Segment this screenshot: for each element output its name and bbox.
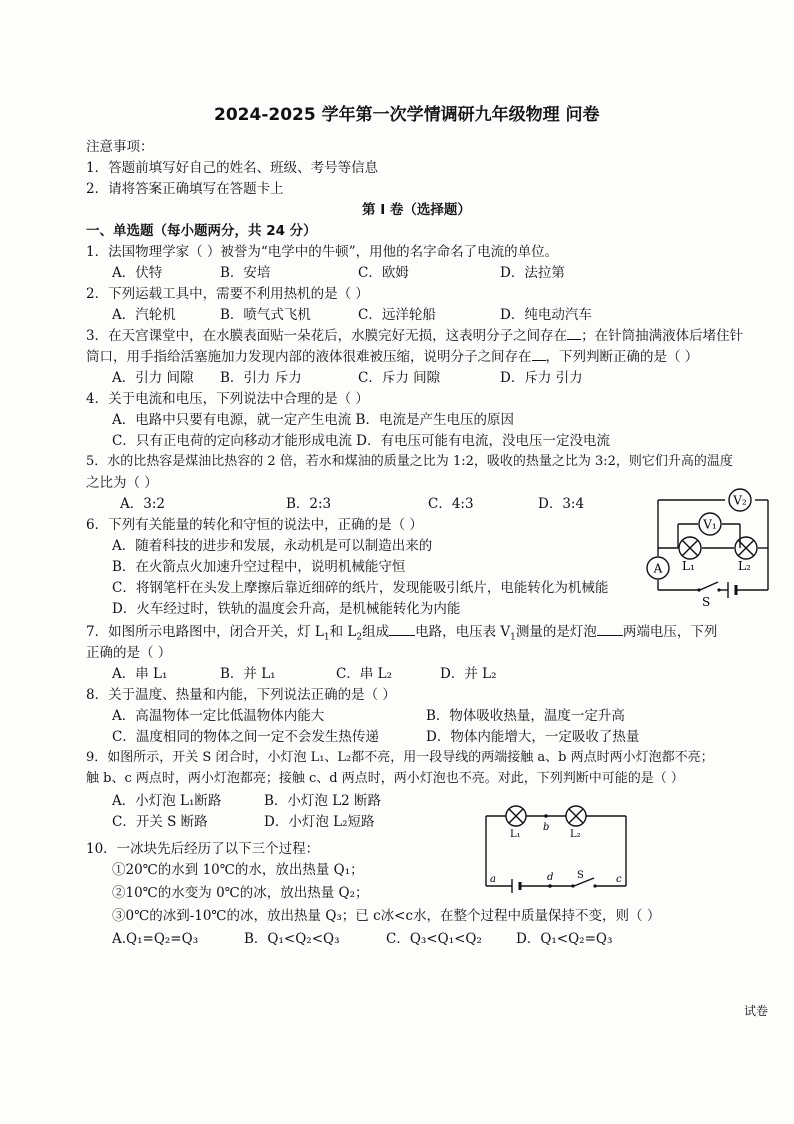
- q5-option-b: B．2:3: [286, 496, 332, 512]
- q7-option-d: D．并 L₂: [440, 666, 497, 682]
- voltmeter-1-label: V₁: [703, 517, 717, 532]
- ammeter-label: A: [653, 561, 663, 576]
- point-d-label: d: [547, 872, 554, 883]
- point-a-label: a: [490, 874, 496, 885]
- q2-option-b: B．喷气式飞机: [220, 307, 311, 323]
- question-3-line-2: 筒口，用手指给活塞施加力发现内部的液体很难被压缩，说明分子之间存在 ，下列判断正确的是（ ）: [86, 349, 699, 365]
- notice-item-2: 2．请将答案正确填写在答题卡上: [86, 181, 284, 197]
- question-5-line-2: 之比为（ ）: [86, 475, 158, 491]
- part-title: 第 I 卷（选择题）: [362, 202, 471, 218]
- q10-option-b: B．Q₁<Q₂<Q₃: [244, 931, 340, 947]
- q8-option-b: B．物体吸收热量，温度一定升高: [426, 708, 625, 724]
- q6-option-c: C．将钢笔杆在头发上摩擦后靠近细碎的纸片，发现能吸引纸片，电能转化为机械能: [112, 580, 609, 596]
- q9-option-d: D．小灯泡 L₂短路: [264, 814, 375, 830]
- q1-option-b: B．安培: [220, 265, 271, 281]
- notice-heading: 注意事项：: [86, 139, 154, 155]
- q3-option-b: B．引力 斥力: [220, 370, 302, 386]
- question-6-stem: 6．下列有关能量的转化和守恒的说法中，正确的是（ ）: [86, 517, 423, 533]
- question-9-line-2: 触 b、c 两点时，两小灯泡都亮；接触 c、d 两点时，两小灯泡也不亮。对此，下列判断中可能的是（ ）: [86, 771, 684, 786]
- q6-option-b: B．在火箭点火加速升空过程中，说明机械能守恒: [112, 559, 406, 575]
- q10-process-1: ①20℃的水到 10℃的水，放出热量 Q₁；: [112, 862, 364, 878]
- q10-option-d: D．Q₁<Q₂=Q₃: [516, 931, 613, 947]
- q10-process-3: ③0℃的冰到-10℃的冰，放出热量 Q₃；已 c冰<c水，在整个过程中质量保持不变，则（ ）: [112, 908, 661, 924]
- question-8-stem: 8．关于温度、热量和内能，下列说法正确的是（ ）: [86, 687, 396, 703]
- lamp-1-label: L₁: [510, 829, 521, 840]
- q7-option-a: A．串 L₁: [112, 666, 168, 682]
- q9-option-b: B．小灯泡 L2 断路: [264, 793, 382, 809]
- section-heading: 一、单选题（每小题两分，共 24 分）: [86, 223, 317, 239]
- q1-option-a: A．伏特: [112, 265, 163, 281]
- page-title: 2024-2025 学年第一次学情调研九年级物理 问卷: [214, 105, 600, 125]
- circuit-diagram-2: [476, 800, 636, 894]
- voltmeter-2-label: V₂: [733, 493, 747, 508]
- question-7-line-2: 正确的是（ ）: [86, 645, 172, 661]
- question-2-stem: 2．下列运载工具中，需要不利用热机的是（ ）: [86, 286, 369, 302]
- switch-label: S: [577, 870, 584, 881]
- q4-options-line-1: A．电路中只要有电源，就一定产生电流 B．电流是产生电压的原因: [112, 412, 514, 428]
- q3-option-d: D．斥力 引力: [500, 370, 583, 386]
- q8-option-a: A．高温物体一定比低温物体内能大: [112, 708, 325, 724]
- q3-option-a: A．引力 间隙: [112, 370, 194, 386]
- q3-option-c: C．斥力 间隙: [358, 370, 441, 386]
- q10-option-c: C．Q₃<Q₁<Q₂: [386, 931, 482, 947]
- notice-item-1: 1．答题前填写好自己的姓名、班级、考号等信息: [86, 160, 379, 176]
- q9-option-a: A．小灯泡 L₁断路: [112, 793, 222, 809]
- q2-option-d: D．纯电动汽车: [500, 307, 592, 323]
- q8-option-d: D．物体内能增大，一定吸收了热量: [426, 729, 640, 745]
- q10-option-a: A.Q₁=Q₂=Q₃: [112, 931, 199, 947]
- page-footer: 试卷: [744, 1004, 769, 1018]
- q5-option-c: C．4:3: [428, 496, 474, 512]
- lamp-2-label: L₂: [570, 829, 581, 840]
- q8-option-c: C．温度相同的物体之间一定不会发生热传递: [112, 729, 379, 745]
- question-7-line-1: 7．如图所示电路图中，闭合开关，灯 $L_1$和 $L_2$组成 电路，电压表 $V_1$测量的是灯泡 两端电压，下列: [86, 624, 718, 643]
- switch-label: S: [702, 595, 711, 609]
- q2-option-a: A．汽轮机: [112, 307, 176, 323]
- q5-option-d: D．3:4: [538, 496, 585, 512]
- q6-option-a: A．随着科技的进步和发展，永动机是可以制造出来的: [112, 538, 433, 554]
- q6-option-d: D．火车经过时，铁轨的温度会升高，是机械能转化为内能: [112, 601, 461, 617]
- lamp-2-label: L₂: [738, 559, 751, 573]
- q7-option-b: B．并 L₁: [220, 666, 276, 682]
- q1-option-d: D．法拉第: [500, 265, 565, 281]
- q10-process-2: ②10℃的水变为 0℃的冰，放出热量 Q₂；: [112, 885, 369, 901]
- point-b-label: b: [543, 822, 550, 833]
- point-c-label: c: [616, 874, 622, 885]
- q4-options-line-2: C．只有正电荷的定向移动才能形成电流 D．有电压可能有电流，没电压一定没电流: [112, 433, 610, 449]
- q5-option-a: A．3:2: [120, 496, 165, 512]
- circuit-diagram-1: [640, 488, 780, 610]
- q1-option-c: C．欧姆: [358, 265, 409, 281]
- question-5-line-1: 5．水的比热容是煤油比热容的 2 倍，若水和煤油的质量之比为 1:2，吸收的热量之比为 3:2，则它们升高的温度: [86, 454, 733, 469]
- question-4-stem: 4．关于电流和电压，下列说法中合理的是（ ）: [86, 391, 369, 407]
- question-10-stem: 10．一冰块先后经历了以下三个过程：: [86, 841, 320, 857]
- question-3-line-1: 3．在天宫课堂中，在水膜表面贴一朵花后，水膜完好无损，这表明分子之间存在 ；在针筒抽满液体后堵住针: [86, 328, 744, 344]
- question-1-stem: 1．法国物理学家（ ）被誉为“电学中的牛顿”，用他的名字命名了电流的单位。: [86, 244, 559, 260]
- lamp-1-label: L₁: [682, 559, 695, 573]
- question-9-line-1: 9．如图所示，开关 S 闭合时，小灯泡 L₁、L₂都不亮，用一段导线的两端接触 a、b 两点时两小灯泡都不亮；: [86, 750, 714, 765]
- q7-option-c: C．串 L₂: [336, 666, 392, 682]
- q9-option-c: C．开关 S 断路: [112, 814, 208, 830]
- q2-option-c: C．远洋轮船: [358, 307, 436, 323]
